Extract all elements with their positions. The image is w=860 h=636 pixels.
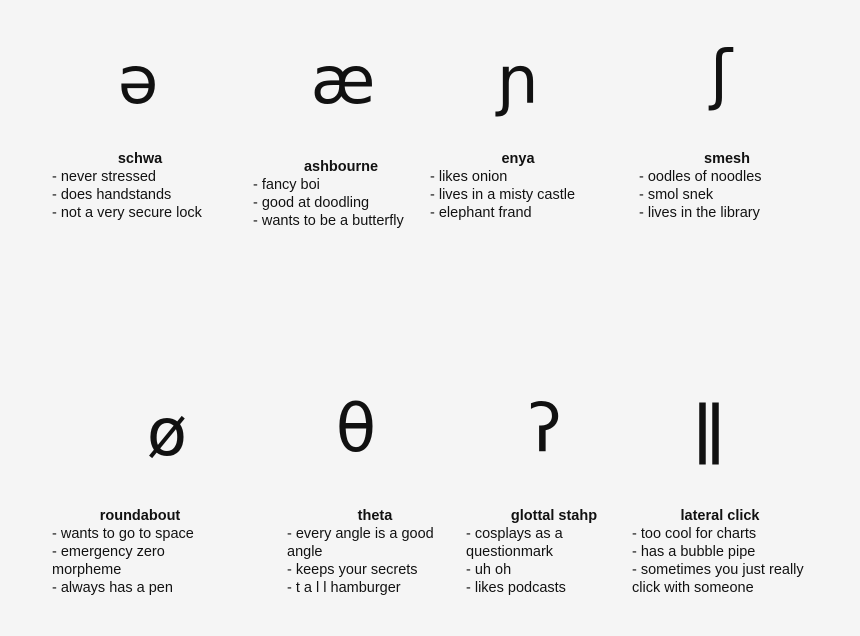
- card-line: - t a l l hamburger: [287, 580, 401, 596]
- smesh-card: [639, 150, 819, 222]
- card-line: - never stressed: [52, 169, 156, 185]
- card-line: - likes podcasts: [466, 580, 566, 596]
- card-line: - likes onion: [430, 169, 508, 185]
- card-title: lateral click: [680, 508, 760, 524]
- card-line: - not a very secure lock: [52, 205, 202, 221]
- enya-symbol: ɲ: [496, 42, 540, 119]
- lateral-click-card: [632, 507, 832, 597]
- card-title: enya: [501, 151, 535, 167]
- card-line: - lives in the library: [639, 205, 760, 221]
- card-title: schwa: [117, 151, 163, 167]
- schwa-symbol: ə: [117, 42, 159, 119]
- card-line: - emergency zero: [52, 544, 165, 560]
- card-line: - smol snek: [639, 187, 714, 203]
- card-line: - too cool for charts: [632, 526, 757, 542]
- smesh-symbol: ʃ: [709, 36, 733, 113]
- card-title: glottal stahp: [510, 508, 598, 524]
- theta-card: [287, 507, 463, 597]
- card-title: theta: [357, 508, 393, 524]
- card-title: smesh: [704, 151, 750, 167]
- card-line: - wants to go to space: [52, 526, 194, 542]
- card-line: - wants to be a butterfly: [253, 213, 404, 229]
- card-title: ashbourne: [303, 159, 379, 175]
- enya-card: [430, 150, 610, 222]
- schwa-card: [52, 150, 232, 222]
- roundabout-card: [52, 507, 232, 597]
- card-line: - has a bubble pipe: [632, 544, 756, 560]
- roundabout-symbol: ø: [146, 394, 188, 471]
- card-line: - fancy boi: [253, 177, 320, 193]
- card-line: - oodles of noodles: [639, 169, 762, 185]
- card-line: questionmark: [466, 544, 554, 560]
- card-title: roundabout: [99, 508, 181, 524]
- ashbourne-card: [253, 158, 433, 230]
- card-line: - cosplays as a: [466, 526, 563, 542]
- glottal-stahp-card: [466, 507, 642, 597]
- card-line: - every angle is a good: [287, 526, 434, 542]
- card-line: - elephant frand: [430, 205, 532, 221]
- theta-symbol: θ: [335, 390, 377, 467]
- card-line: - uh oh: [466, 562, 512, 578]
- card-line: morpheme: [52, 562, 122, 578]
- ashbourne-symbol: æ: [310, 42, 376, 119]
- card-line: - keeps your secrets: [287, 562, 418, 578]
- card-line: - sometimes you just really: [632, 562, 804, 578]
- card-line: - always has a pen: [52, 580, 173, 596]
- lateral-click-symbol: ǁ: [692, 390, 726, 467]
- card-line: - does handstands: [52, 187, 172, 203]
- card-line: - good at doodling: [253, 195, 370, 211]
- card-line: - lives in a misty castle: [430, 187, 576, 203]
- card-line: click with someone: [632, 580, 754, 596]
- card-line: angle: [287, 544, 323, 560]
- glottal-stahp-symbol: ʔ: [528, 390, 562, 467]
